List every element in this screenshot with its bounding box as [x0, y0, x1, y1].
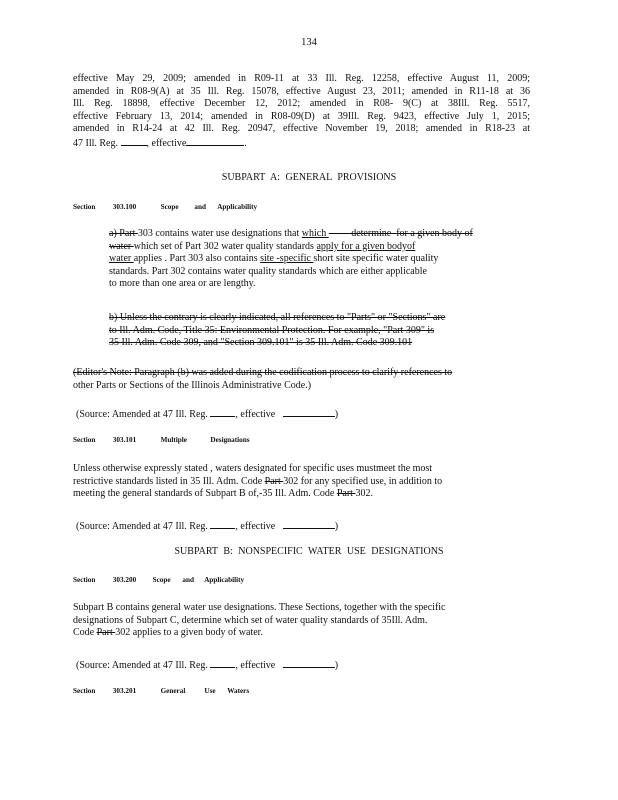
blank-line — [283, 519, 335, 529]
subpart-b-paragraph: Subpart B contains general water use designations. These Sections, together with the specific designations of Subpart C, determine which set of water quality standards of 35Ill. Adm. Code Part 302 applies to a given body of water. — [73, 602, 446, 639]
history-last-line: 47 Ill. Reg. , effective . — [73, 137, 247, 149]
blank-line — [283, 658, 335, 668]
history-line: amended in R14-24 at 42 Ill. Reg. 20947, effective November 19, 2018; amended in R18-23 at — [73, 123, 530, 135]
history-line: Ill. Reg. 18898, effective December 12, 2012; amended in R08- 9(C) at 38Ill. Reg. 5517, — [73, 98, 530, 110]
source-note: (Source: Amended at 47 Ill. Reg. , effective ) — [76, 521, 339, 532]
section-heading-303-201: Section 303.201 General Use Waters — [73, 687, 250, 695]
blank-line — [283, 407, 335, 417]
blank-line — [210, 519, 235, 529]
source-note: (Source: Amended at 47 Ill. Reg. , effective ) — [76, 660, 339, 671]
history-line: effective February 13, 2014; amended in R08-09(D) at 39Ill. Reg. 9423, effective July 1, 2015; — [73, 110, 530, 122]
section-heading-303-100: Section 303.100 Scope and Applicability — [73, 203, 258, 211]
paragraph-b-stricken: b) Unless the contrary is clearly indicated, all references to "Parts" or "Sections" are to Ill. Adm. Code, Title 35: Environmental Protection. For example, "Part 309" is 35 Ill. Adm. Code 309, and "Section 309.101" is 35 Ill. Adm. Code 309.101 — [109, 312, 446, 349]
blank-line — [186, 136, 244, 146]
subpart-b-heading: SUBPART B: NONSPECIFIC WATER USE DESIGNATIONS — [174, 546, 444, 557]
history-line: effective May 29, 2009; amended in R09-11 at 33 Ill. Reg. 12258, effective August 11, 2009; — [73, 73, 530, 84]
section-heading-303-101: Section 303.101 Multiple Designations — [73, 436, 250, 444]
blank-line — [210, 407, 235, 417]
source-note: (Source: Amended at 47 Ill. Reg. , effective ) — [76, 409, 339, 420]
section-heading-303-200: Section 303.200 Scope and Applicability — [73, 576, 245, 584]
paragraph-a: a) Part 303 contains water use designations that which determine for a given body of water which set of Part 302 water quality standards apply for a given bodyof water applies . Part 303 also contains site -specific short site specific water quality standards. Part 302 contains water quality standards which are either applicable to more than one area or are lengthy. — [109, 228, 473, 290]
multiple-designations-paragraph: Unless otherwise expressly stated , waters designated for specific uses mustmeet the most restrictive standards listed in 35 Ill. Adm. Code Part 302 for any specified use, in addition to meeting the general standards of Subpart B of,-35 Ill. Adm. Code Part 302. — [73, 463, 443, 500]
history-line: amended in R08-9(A) at 35 Ill. Reg. 15078, effective August 23, 2011; amended in R11-18 at 36 — [73, 85, 530, 97]
blank-line — [121, 136, 147, 146]
blank-line — [210, 658, 235, 668]
subpart-a-heading: SUBPART A: GENERAL PROVISIONS — [221, 172, 397, 183]
page-number: 134 — [301, 37, 317, 48]
history-paragraph — [73, 73, 530, 151]
editor-note: (Editor's Note: Paragraph (b) was added during the codification process to clarify references to other Parts or Sections of the Illinois Administrative Code.) — [73, 367, 453, 391]
